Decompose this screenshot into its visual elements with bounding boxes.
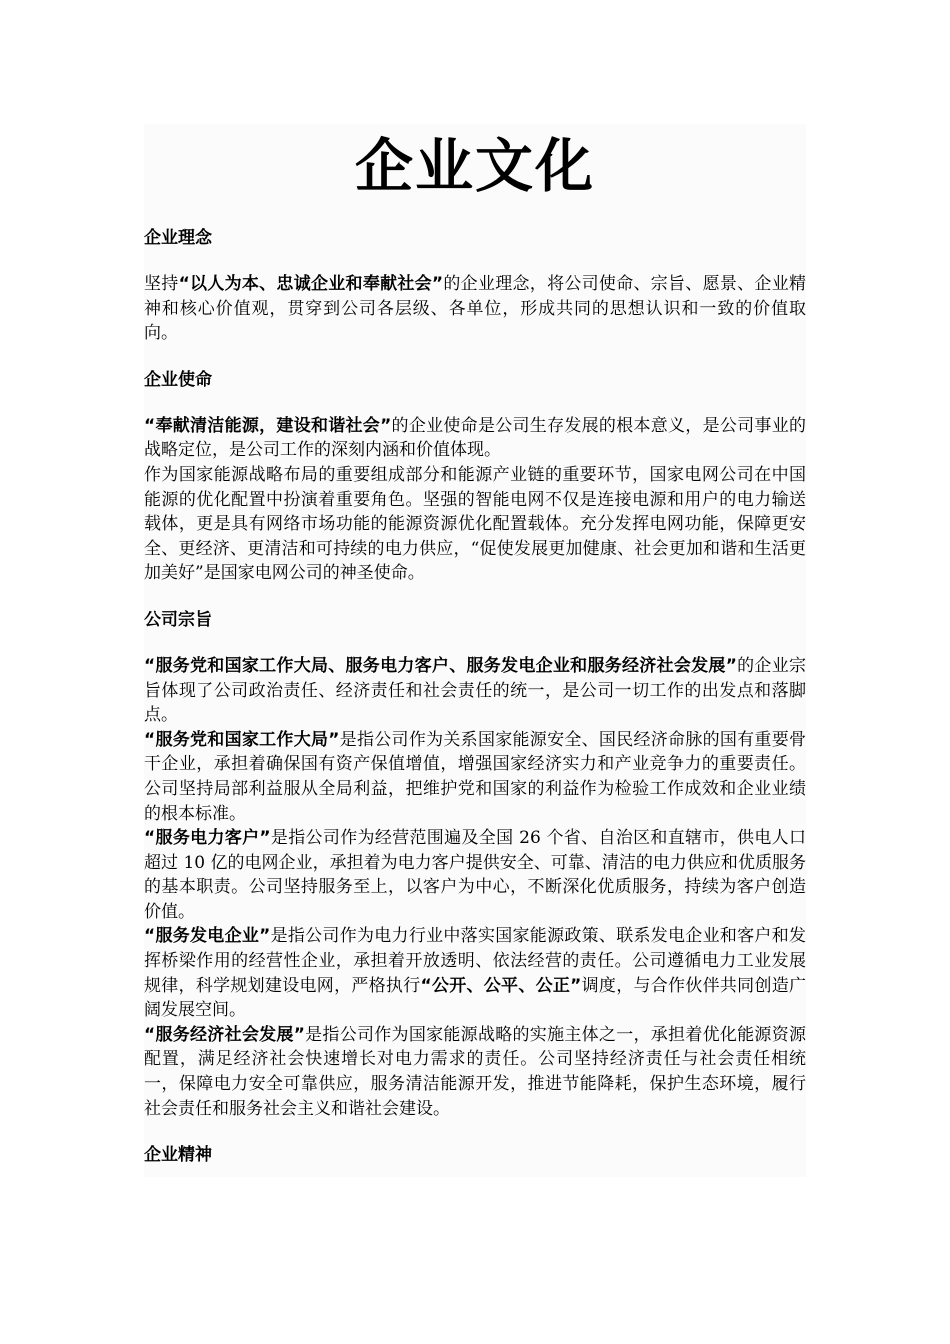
purpose-paragraph-2 [144,728,806,826]
mission-text-1: 的企业使命是公司生存发展的根本意义，是公司事业的战略定位，是公司工作的深刻内涵和价值体现。 [144,415,806,461]
philosophy-pre: 坚持 [144,274,179,294]
page-title: 企业文化 [354,132,595,200]
purpose-emphasis-2: “服务党和国家工作大局” [144,729,340,750]
mission-emphasis: “奉献清洁能源，建设和谐社会” [144,415,392,436]
purpose-text-4b: 调度，与合作伙伴共同创造广阔发展空间。 [144,975,806,1021]
document-page [144,124,806,1177]
philosophy-paragraph [144,272,806,346]
purpose-emphasis-4b: “公开、公平、公正” [420,975,582,996]
section-heading-mission: 企业使命 [144,369,212,390]
purpose-paragraph-3 [144,826,806,924]
mission-paragraph-1 [144,414,806,463]
philosophy-text: 的企业理念，将公司使命、宗旨、愿景、企业精神和核心价值观，贯穿到公司各层级、各单位，形成共同的思想认识和一致的价值取向。 [144,274,806,344]
purpose-text-1: 的企业宗旨体现了公司政治责任、经济责任和社会责任的统一，是公司一切工作的出发点和落脚点。 [144,655,806,726]
purpose-emphasis-3: “服务电力客户” [144,828,271,849]
section-heading-purpose: 公司宗旨 [144,609,212,630]
section-heading-philosophy: 企业理念 [144,228,212,248]
purpose-paragraph-4 [144,924,806,1022]
purpose-paragraph-1 [144,654,806,728]
purpose-emphasis-1: “服务党和国家工作大局、服务电力客户、服务发电企业和服务经济社会发展” [144,655,737,676]
mission-paragraph-2: 作为国家能源战略布局的重要组成部分和能源产业链的重要环节，国家电网公司在中国能源的优化配置中扮演着重要角色。坚强的智能电网不仅是连接电源和用户的电力输送载体，更是具有网络市场功能的能源资源优化配置载体。充分发挥电网功能，保障更安全、更经济、更清洁和可持续的电力供应，“促使发展更加健康、社会更加和谐和生活更加美好”是国家电网公司的神圣使命。 [144,464,806,584]
purpose-text-4a: 是指公司作为电力行业中落实国家能源政策、联系发电企业和客户和发挥桥梁作用的经营性企业，承担着开放透明、依法经营的责任。公司遵循电力工业发展规律，科学规划建设电网，严格执行 [144,926,806,996]
purpose-emphasis-4: “服务发电企业” [144,926,271,947]
purpose-text-5: 是指公司作为国家能源战略的实施主体之一，承担着优化能源资源配置，满足经济社会快速增长对电力需求的责任。公司坚持经济责任与社会责任相统一，保障电力安全可靠供应，服务清洁能源开发，推进节能降耗，保护生态环境，履行社会责任和服务社会主义和谐社会建设。 [144,1024,806,1119]
purpose-paragraph-5 [144,1023,806,1121]
section-heading-spirit: 企业精神 [144,1145,212,1166]
purpose-text-2: 是指公司作为关系国家能源安全、国民经济命脉的国有重要骨干企业，承担着确保国有资产保值增值，增强国家经济实力和产业竞争力的重要责任。公司坚持局部利益服从全局利益，把维护党和国家的利益作为检验工作成效和企业业绩的根本标准。 [144,729,806,824]
purpose-text-3: 是指公司作为经营范围遍及全国 26 个省、自治区和直辖市，供电人口超过 10 亿的电网企业，承担着为电力客户提供安全、可靠、清洁的电力供应和优质服务的基本职责。公司坚持服务至上，以客户为中心，不断深化优质服务，持续为客户创造价值。 [144,828,806,922]
purpose-emphasis-5: “服务经济社会发展” [144,1024,305,1045]
philosophy-emphasis: “以人为本、忠诚企业和奉献社会” [178,274,444,294]
